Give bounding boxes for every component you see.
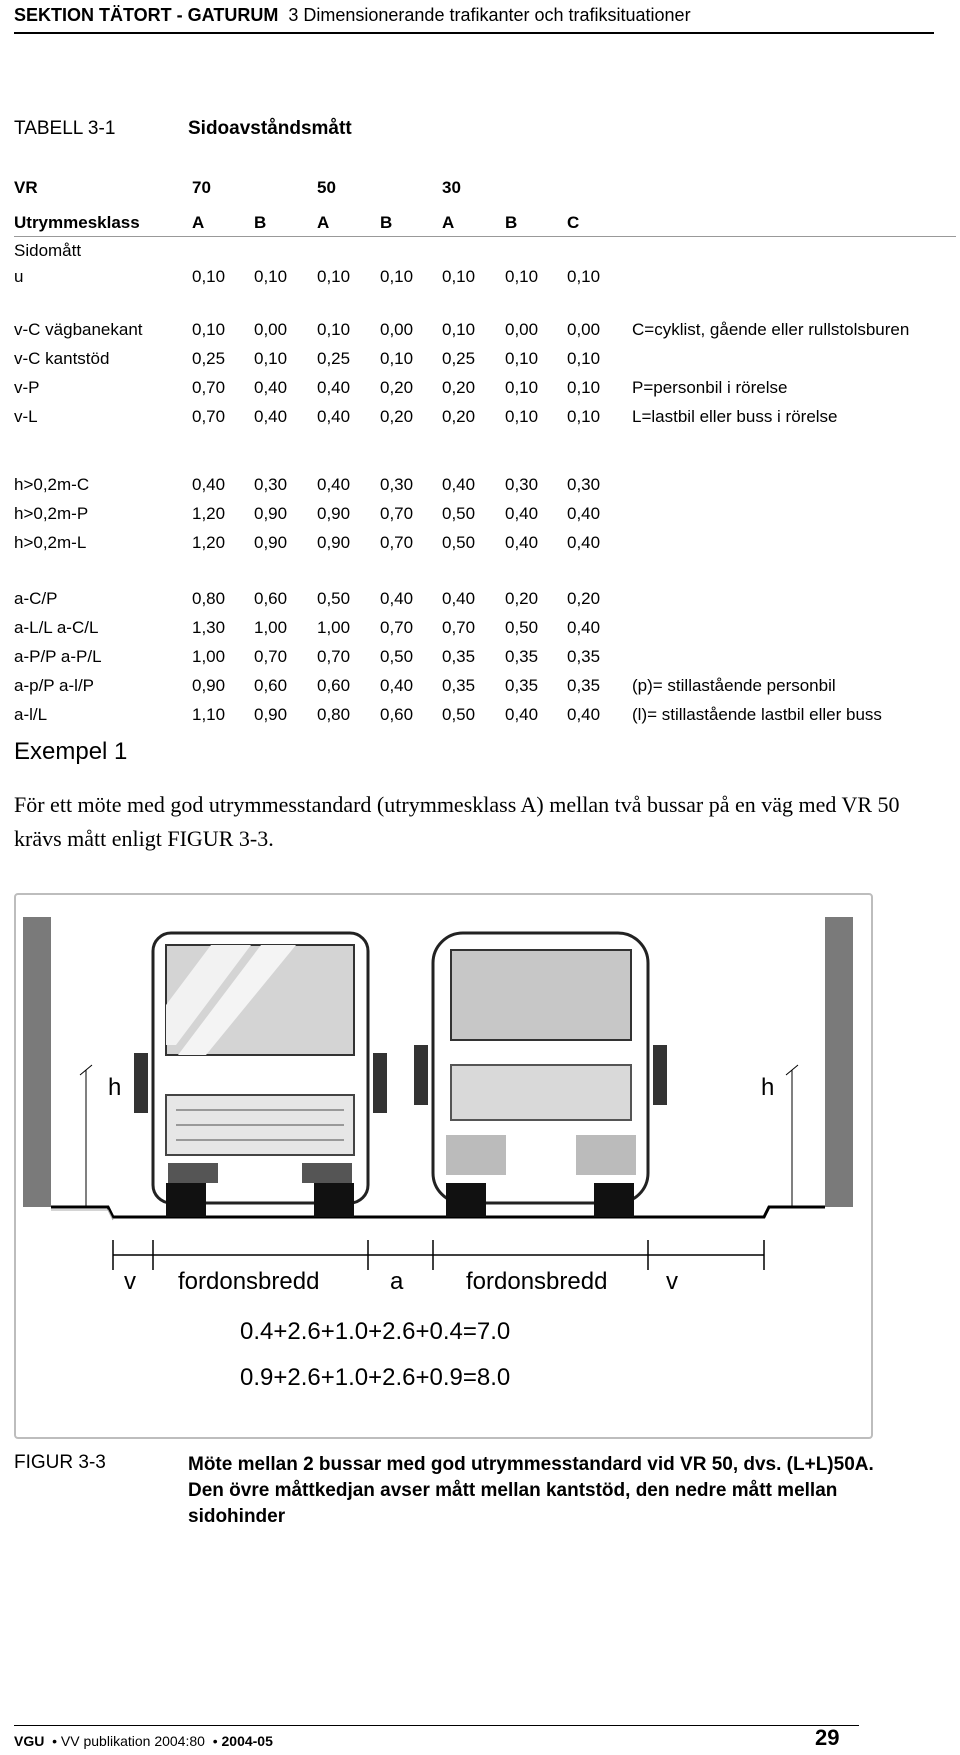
footer-publisher: VGU: [14, 1733, 45, 1749]
table-cell: 1,20: [192, 533, 226, 552]
table-cell: 0,40: [192, 475, 226, 494]
table-cell: 0,20: [505, 589, 539, 608]
table-cell: 0,20: [380, 378, 414, 397]
equation-obstacle: 0.9+2.6+1.0+2.6+0.9=8.0: [240, 1364, 511, 1391]
table-row: [14, 346, 956, 372]
table-cell: 0,40: [505, 705, 539, 724]
table-cell: 0,20: [442, 407, 476, 426]
left-wall: [23, 917, 51, 1207]
table-cell: 0,10: [567, 267, 601, 286]
table-cell: 0,70: [442, 618, 476, 637]
table-cell: 0,10: [317, 267, 351, 286]
table-cell: 0,60: [254, 589, 288, 608]
figure-label: FIGUR 3-3: [14, 1452, 106, 1473]
table-cell: 0,60: [254, 676, 288, 695]
table-cell: 0,70: [380, 504, 414, 523]
table-cell: 0,60: [317, 676, 351, 695]
table-label: TABELL 3-1: [14, 118, 116, 139]
h-right-label: h: [761, 1074, 775, 1101]
table-cell: 0,80: [317, 705, 351, 724]
row-label: h>0,2m-C: [14, 475, 90, 494]
table-cell: 0,40: [380, 589, 414, 608]
vr-30: 30: [442, 178, 461, 197]
table-cell: 0,50: [442, 705, 476, 724]
bus-right: [414, 933, 667, 1217]
table-cell: 0,10: [505, 349, 539, 368]
table-cell: 0,70: [192, 407, 226, 426]
footer-publication: VV publikation 2004:80: [60, 1733, 205, 1749]
row-label: v-C vägbanekant: [14, 320, 143, 339]
table-cell: 0,10: [380, 349, 414, 368]
table-cell: 0,25: [192, 349, 226, 368]
table-cell: 0,35: [505, 676, 539, 695]
table-cell: 0,90: [254, 533, 288, 552]
table-cell: 0,00: [254, 320, 288, 339]
table-cell: 0,35: [567, 676, 601, 695]
table-cell: 0,10: [505, 407, 539, 426]
table-cell: 0,40: [317, 378, 351, 397]
table-cell: 0,40: [505, 533, 539, 552]
table-cell: 0,25: [442, 349, 476, 368]
table-cell: 0,80: [192, 589, 226, 608]
class-cell: A: [192, 213, 205, 232]
class-cell: B: [505, 213, 518, 232]
table-cell: 0,10: [567, 349, 601, 368]
table-cell: 0,00: [567, 320, 601, 339]
table-cell: 0,40: [317, 407, 351, 426]
table-cell: 0,70: [192, 378, 226, 397]
table-cell: 0,30: [254, 475, 288, 494]
page-number: 29: [815, 1725, 840, 1750]
table-cell: 0,30: [505, 475, 539, 494]
table-row: [14, 264, 956, 290]
table-row: [14, 472, 956, 498]
table-cell: 0,10: [442, 320, 476, 339]
figure-caption: Möte mellan 2 bussar med god utrymmesstandard vid VR 50, dvs. (L+L)50A. Den övre måttkedjan avser mått mellan kantstöd, den nedre mått mellan sidohinder: [188, 1454, 874, 1527]
table-cell: 1,00: [317, 618, 351, 637]
table-row: [14, 673, 956, 699]
subhead-row: [14, 238, 956, 264]
table-cell: 0,70: [380, 533, 414, 552]
table-cell: 0,30: [380, 475, 414, 494]
table-cell: 0,20: [567, 589, 601, 608]
table-cell: 0,10: [505, 267, 539, 286]
table-cell: 0,90: [254, 504, 288, 523]
row-label: a-C/P: [14, 589, 58, 608]
table-row: [14, 375, 956, 401]
dim-width-right: fordonsbredd: [466, 1268, 608, 1295]
row-label: a-L/L a-C/L: [14, 618, 99, 637]
vr-50: 50: [317, 178, 336, 197]
row-label: v-L: [14, 407, 38, 426]
row-label: v-P: [14, 378, 40, 397]
table-cell: 0,10: [442, 267, 476, 286]
class-cell: C: [567, 213, 580, 232]
class-cell: B: [254, 213, 267, 232]
table-title: Sidoavståndsmått: [188, 118, 352, 139]
table-cell: 0,50: [317, 589, 351, 608]
table-cell: 0,90: [192, 676, 226, 695]
table-row: [14, 615, 956, 641]
table-cell: 0,20: [442, 378, 476, 397]
table-cell: 0,35: [567, 647, 601, 666]
table-row: [14, 501, 956, 527]
chapter-title: 3 Dimensionerande trafikanter och trafiksituationer: [288, 5, 691, 25]
table-row: [14, 404, 956, 430]
table-cell: 1,10: [192, 705, 226, 724]
row-note: P=personbil i rörelse: [632, 378, 788, 397]
row-label: h>0,2m-P: [14, 504, 89, 523]
row-note: (p)= stillastående personbil: [632, 676, 836, 695]
section-title: SEKTION TÄTORT - GATURUM: [14, 5, 279, 25]
example-text: För ett möte med god utrymmesstandard (utrymmesklass A) mellan två bussar på en väg med VR 50 krävs mått enligt FIGUR 3-3.: [14, 792, 900, 851]
example-title: Exempel 1: [14, 738, 128, 765]
class-cell: A: [317, 213, 330, 232]
table-cell: 0,10: [380, 267, 414, 286]
table-cell: 0,30: [567, 475, 601, 494]
row-note: C=cyklist, gående eller rullstolsburen: [632, 320, 910, 339]
table-cell: 0,10: [254, 267, 288, 286]
table-row: [14, 644, 956, 670]
table-cell: 0,90: [317, 504, 351, 523]
class-cell: A: [442, 213, 455, 232]
table-cell: 0,10: [192, 320, 226, 339]
vr-70: 70: [192, 178, 211, 197]
subhead: Sidomått: [14, 241, 82, 260]
row-label: u: [14, 267, 24, 286]
table-cell: 0,70: [380, 618, 414, 637]
table-cell: 0,50: [442, 533, 476, 552]
table-cell: 0,40: [567, 618, 601, 637]
table-row: [14, 586, 956, 612]
dim-width-left: fordonsbredd: [178, 1268, 320, 1295]
table-cell: 0,10: [567, 407, 601, 426]
table-cell: 1,30: [192, 618, 226, 637]
table-cell: 0,40: [442, 589, 476, 608]
table-cell: 0,50: [505, 618, 539, 637]
row-note: L=lastbil eller buss i rörelse: [632, 407, 838, 426]
table-cell: 0,35: [442, 676, 476, 695]
table-cell: 0,40: [442, 475, 476, 494]
row-label: a-p/P a-l/P: [14, 676, 95, 695]
dim-a: a: [390, 1268, 404, 1295]
class-cell: B: [380, 213, 393, 232]
row-label: h>0,2m-L: [14, 533, 87, 552]
table-cell: 0,10: [567, 378, 601, 397]
equation-curb: 0.4+2.6+1.0+2.6+0.4=7.0: [240, 1318, 511, 1345]
h-left-label: h: [108, 1074, 122, 1101]
table-cell: 0,35: [505, 647, 539, 666]
table-cell: 0,40: [567, 705, 601, 724]
row-label: v-C kantstöd: [14, 349, 110, 368]
table-row: [14, 530, 956, 556]
table-cell: 0,20: [380, 407, 414, 426]
table-cell: 0,10: [317, 320, 351, 339]
table-cell: 0,40: [254, 407, 288, 426]
table-cell: 0,10: [254, 349, 288, 368]
table-cell: 0,40: [254, 378, 288, 397]
table-cell: 1,00: [254, 618, 288, 637]
table-cell: 0,40: [380, 676, 414, 695]
table-cell: 0,40: [567, 504, 601, 523]
table-row: [14, 317, 956, 343]
dim-v-left: v: [124, 1268, 136, 1295]
page-header: [14, 2, 934, 34]
table-cell: 0,50: [442, 504, 476, 523]
table-cell: 0,35: [442, 647, 476, 666]
row-label: a-P/P a-P/L: [14, 647, 102, 666]
vr-label: VR: [14, 178, 38, 197]
bus-left: [134, 933, 387, 1217]
table-cell: 0,90: [317, 533, 351, 552]
vr-row: [14, 175, 956, 201]
footer-date: 2004-05: [221, 1733, 273, 1749]
row-note: (l)= stillastående lastbil eller buss: [632, 705, 882, 724]
table-cell: 0,70: [317, 647, 351, 666]
bus-meeting-drawing: [16, 895, 871, 1437]
row-label: a-l/L: [14, 705, 48, 724]
figure-bus-meeting: [14, 893, 873, 1439]
table-cell: 0,00: [380, 320, 414, 339]
table-cell: 0,00: [505, 320, 539, 339]
table-cell: 0,70: [254, 647, 288, 666]
table-cell: 1,00: [192, 647, 226, 666]
footer-rule: [14, 1725, 859, 1726]
table-cell: 0,10: [505, 378, 539, 397]
right-wall: [825, 917, 853, 1207]
table-row: [14, 702, 956, 728]
table-cell: 0,40: [505, 504, 539, 523]
table-cell: 0,60: [380, 705, 414, 724]
table-cell: 0,25: [317, 349, 351, 368]
dim-v-right: v: [666, 1268, 678, 1295]
table-cell: 0,50: [380, 647, 414, 666]
table-cell: 0,40: [317, 475, 351, 494]
class-label: Utrymmesklass: [14, 213, 140, 232]
class-row: [14, 210, 956, 237]
table-cell: 1,20: [192, 504, 226, 523]
page-footer: VGU • VV publikation 2004:80 • 2004-05: [14, 1733, 273, 1749]
table-cell: 0,90: [254, 705, 288, 724]
table-cell: 0,40: [567, 533, 601, 552]
table-cell: 0,10: [192, 267, 226, 286]
